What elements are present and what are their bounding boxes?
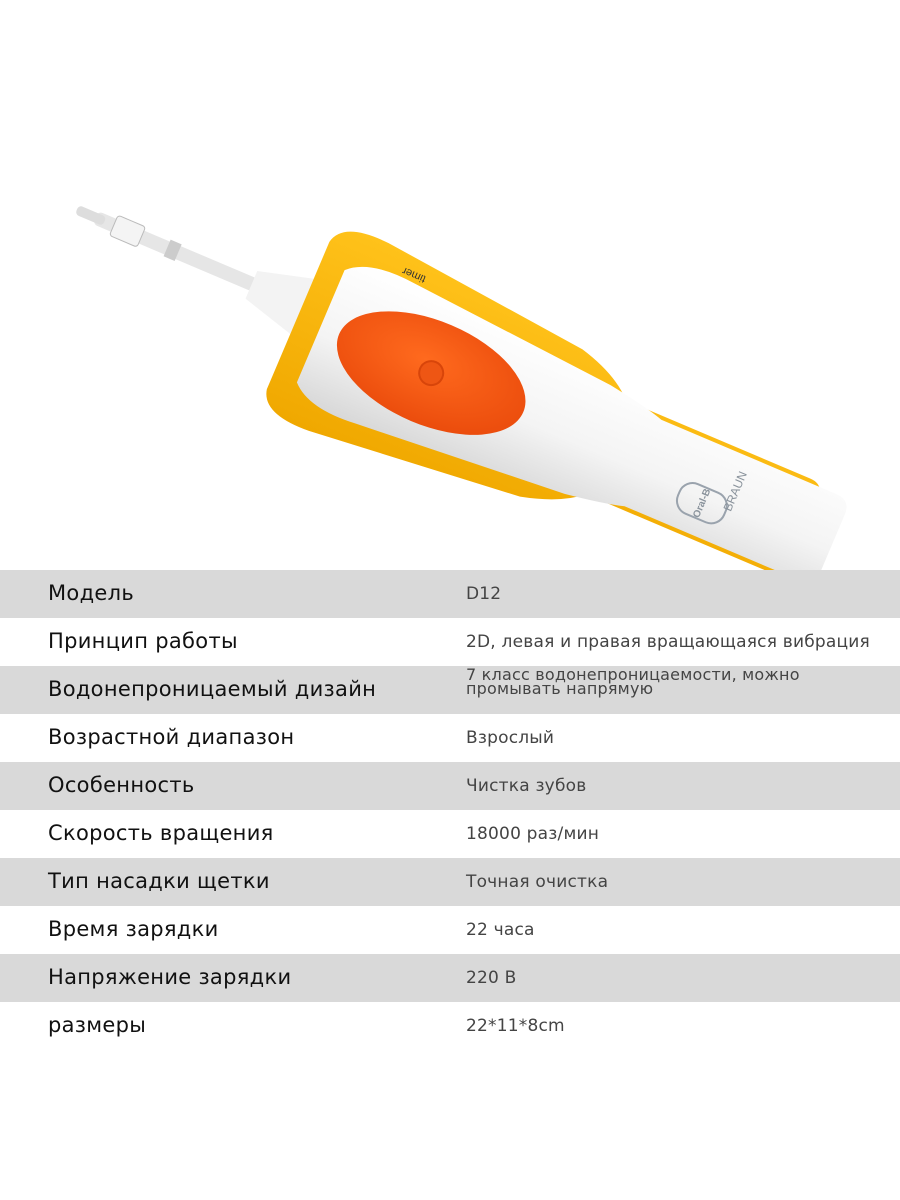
spec-table (0, 570, 900, 1050)
spec-row-voltage (0, 954, 900, 1002)
spec-row-principle (0, 618, 900, 666)
spec-label: Напряжение зарядки (48, 965, 292, 989)
spec-value: 220 В (466, 968, 517, 988)
spec-label: Принцип работы (48, 629, 238, 653)
spec-label: Особенность (48, 773, 195, 797)
spec-label: Водонепроницаемый дизайн (48, 677, 377, 701)
spec-row-age (0, 714, 900, 762)
spec-label: Время зарядки (48, 917, 219, 941)
spec-value: 22*11*8cm (466, 1016, 565, 1036)
spec-value: 22 часа (466, 920, 535, 940)
spec-value: Чистка зубов (466, 776, 587, 796)
brush-handle (291, 255, 863, 570)
spec-value: 18000 раз/мин (466, 824, 600, 844)
timer-label: timer (400, 264, 428, 285)
spec-value: 2D, левая и правая вращающаяся вибрация (466, 632, 870, 652)
spec-label: Возрастной диапазон (48, 725, 295, 749)
spec-row-head-type (0, 858, 900, 906)
spec-label: Тип насадки щетки (48, 869, 270, 893)
toothbrush-image (0, 0, 900, 570)
spec-row-charge-time (0, 906, 900, 954)
spec-row-feature (0, 762, 900, 810)
spec-value: 7 класс водонепроницаемости, можно промывать напрямую (466, 665, 800, 698)
spec-row-model (0, 570, 900, 618)
spec-value: Точная очистка (466, 872, 609, 892)
spec-row-waterproof (0, 666, 900, 714)
spec-label: размеры (48, 1013, 147, 1037)
oralb-logo: Oral-B (691, 487, 714, 520)
spec-value: D12 (466, 584, 502, 604)
spec-label: Скорость вращения (48, 821, 274, 845)
spec-value: Взрослый (466, 728, 555, 748)
braun-logo: BRAUN (720, 469, 750, 514)
spec-label: Модель (48, 581, 135, 605)
spec-row-dimensions (0, 1002, 900, 1050)
spec-row-speed (0, 810, 900, 858)
